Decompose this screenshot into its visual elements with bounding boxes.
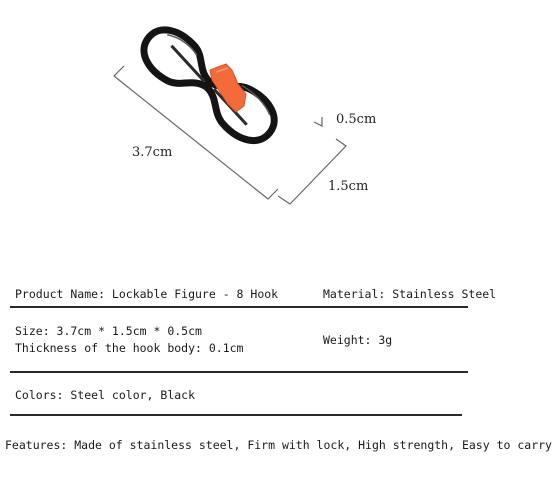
length-dimension-label: 3.7cm — [132, 145, 173, 160]
width-dimension-label: 1.5cm — [328, 179, 369, 194]
hook-body — [134, 20, 284, 151]
depth-dimension-line — [314, 117, 322, 126]
hook-outer-outline — [134, 20, 284, 151]
divider — [10, 414, 462, 416]
width-dimension-line — [278, 139, 346, 204]
product-figure — [0, 0, 480, 250]
depth-dimension-label: 0.5cm — [336, 112, 377, 127]
figure-8-hook-illustration — [0, 0, 480, 250]
product-name: Product Name: Lockable Figure - 8 Hook — [15, 287, 279, 301]
material: Material: Stainless Steel — [323, 287, 497, 301]
weight: Weight: 3g — [323, 333, 393, 347]
thickness: Thickness of the hook body: 0.1cm — [15, 341, 244, 355]
divider — [10, 371, 468, 373]
features: Features: Made of stainless steel, Firm with lock, High strength, Easy to carry — [5, 438, 552, 452]
divider — [10, 306, 468, 308]
size: Size: 3.7cm * 1.5cm * 0.5cm — [15, 324, 202, 338]
colors: Colors: Steel color, Black — [15, 388, 196, 402]
